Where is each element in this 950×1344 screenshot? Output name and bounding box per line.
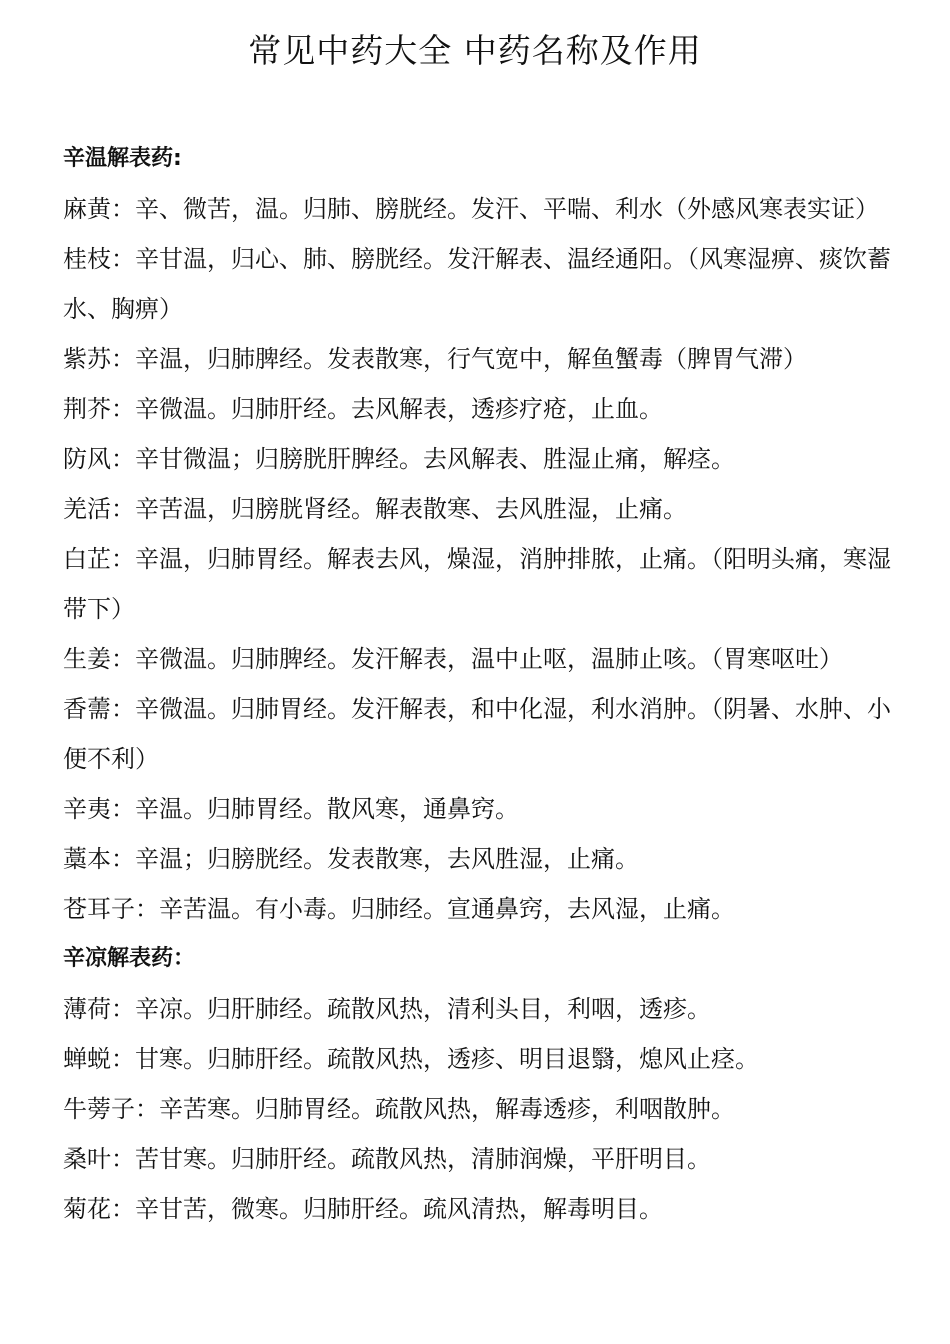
- entry-chantui: 蝉蜕：甘寒。归肺肝经。疏散风热，透疹、明目退翳，熄风止痉。: [63, 1045, 759, 1073]
- entry-fangfeng: 防风：辛甘微温；归膀胱肝脾经。去风解表、胜湿止痛，解痉。: [63, 445, 735, 473]
- entry-juhua: 菊花：辛甘苦，微寒。归肺肝经。疏风清热，解毒明目。: [63, 1195, 663, 1223]
- entry-bohe: 薄荷：辛凉。归肝肺经。疏散风热，清利头目，利咽，透疹。: [63, 995, 711, 1023]
- entry-guizhi: 桂枝：辛甘温，归心、肺、膀胱经。发汗解表、温经通阳。（风寒湿痹、痰饮蓄水、胸痹）: [63, 245, 891, 323]
- document-body: [63, 134, 903, 1234]
- entry-xinyi: 辛夷：辛温。归肺胃经。散风寒，通鼻窍。: [63, 795, 519, 823]
- page-title: 常见中药大全 中药名称及作用: [248, 31, 702, 70]
- entry-jingjie: 荆芥：辛微温。归肺肝经。去风解表，透疹疗疮，止血。: [63, 395, 663, 423]
- entry-niubangzi: 牛蒡子：辛苦寒。归肺胃经。疏散风热，解毒透疹，利咽散肿。: [63, 1095, 735, 1123]
- entry-zisu: 紫苏：辛温，归肺脾经。发表散寒，行气宽中，解鱼蟹毒（脾胃气滞）: [63, 345, 807, 373]
- entry-gaoben: 藁本：辛温；归膀胱经。发表散寒，去风胜湿，止痛。: [63, 845, 639, 873]
- entry-shengjiang: 生姜：辛微温。归肺脾经。发汗解表，温中止呕，温肺止咳。（胃寒呕吐）: [63, 645, 843, 673]
- section-heading-warm-pungent: 辛温解表药:: [63, 146, 182, 171]
- entry-sangye: 桑叶：苦甘寒。归肺肝经。疏散风热，清肺润燥，平肝明目。: [63, 1145, 711, 1173]
- entry-qianghuo: 羌活：辛苦温，归膀胱肾经。解表散寒、去风胜湿，止痛。: [63, 495, 687, 523]
- section-heading-cool-pungent: 辛凉解表药：: [63, 946, 196, 971]
- entry-baizhi: 白芷：辛温，归肺胃经。解表去风，燥湿，消肿排脓，止痛。（阳明头痛，寒湿带下）: [63, 545, 891, 623]
- entry-xiangru: 香薷：辛微温。归肺胃经。发汗解表，和中化湿，利水消肿。（阴暑、水肿、小便不利）: [63, 695, 891, 773]
- entry-mahuang: 麻黄：辛、微苦，温。归肺、膀胱经。发汗、平喘、利水（外感风寒表实证）: [63, 195, 879, 223]
- entry-cangerzi: 苍耳子：辛苦温。有小毒。归肺经。宣通鼻窍，去风湿，止痛。: [63, 895, 735, 923]
